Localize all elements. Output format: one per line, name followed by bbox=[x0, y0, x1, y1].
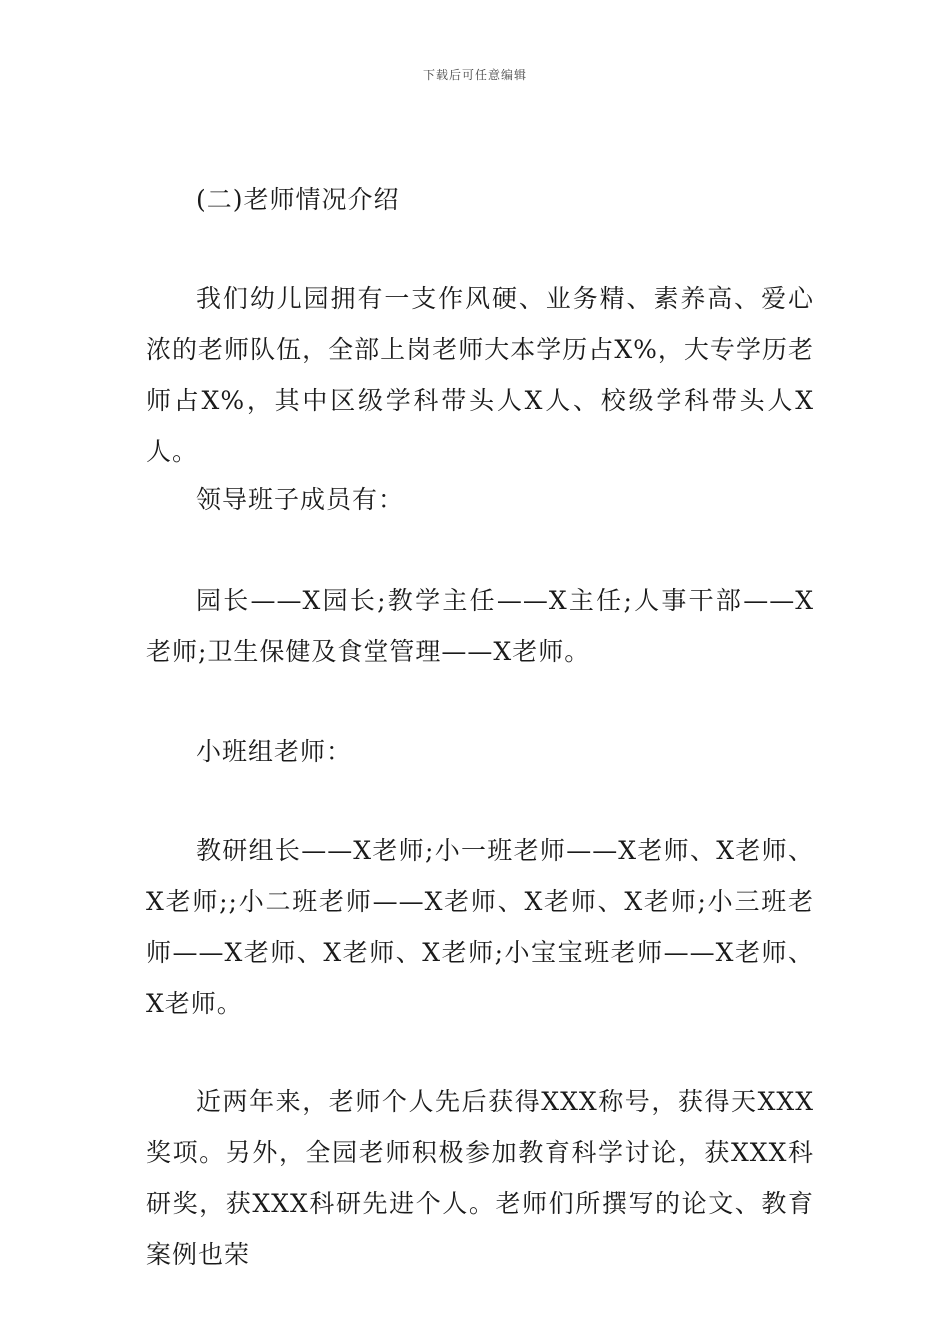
leaders-title: 领导班子成员有： bbox=[196, 485, 405, 514]
header-note: 下载后可任意编辑 bbox=[422, 68, 527, 82]
leaders-paragraph: 园长——X园长;教学主任——X主任;人事干部——X老师;卫生保健及食堂管理——X老师。 bbox=[146, 586, 814, 666]
small-class-title: 小班组老师： bbox=[196, 737, 353, 766]
small-class-paragraph: 教研组长——X老师;小一班老师——X老师、X老师、X老师;;小二班老师——X老师、X老师、X老师;小三班老师——X老师、X老师、X老师;小宝宝班老师——X老师、X老师。 bbox=[146, 836, 814, 1018]
awards-paragraph: 近两年来，老师个人先后获得XXX称号，获得天XXX奖项。另外，全园老师积极参加教育科学讨论，获XXX科研奖，获XXX科研先进个人。老师们所撰写的论文、教育案例也荣 bbox=[146, 1087, 814, 1269]
section-heading: (二)老师情况介绍 bbox=[196, 185, 400, 214]
intro-paragraph: 我们幼儿园拥有一支作风硬、业务精、素养高、爱心浓的老师队伍，全部上岗老师大本学历占X%，大专学历老师占X%，其中区级学科带头人X人、校级学科带头人X人。 bbox=[146, 284, 814, 466]
